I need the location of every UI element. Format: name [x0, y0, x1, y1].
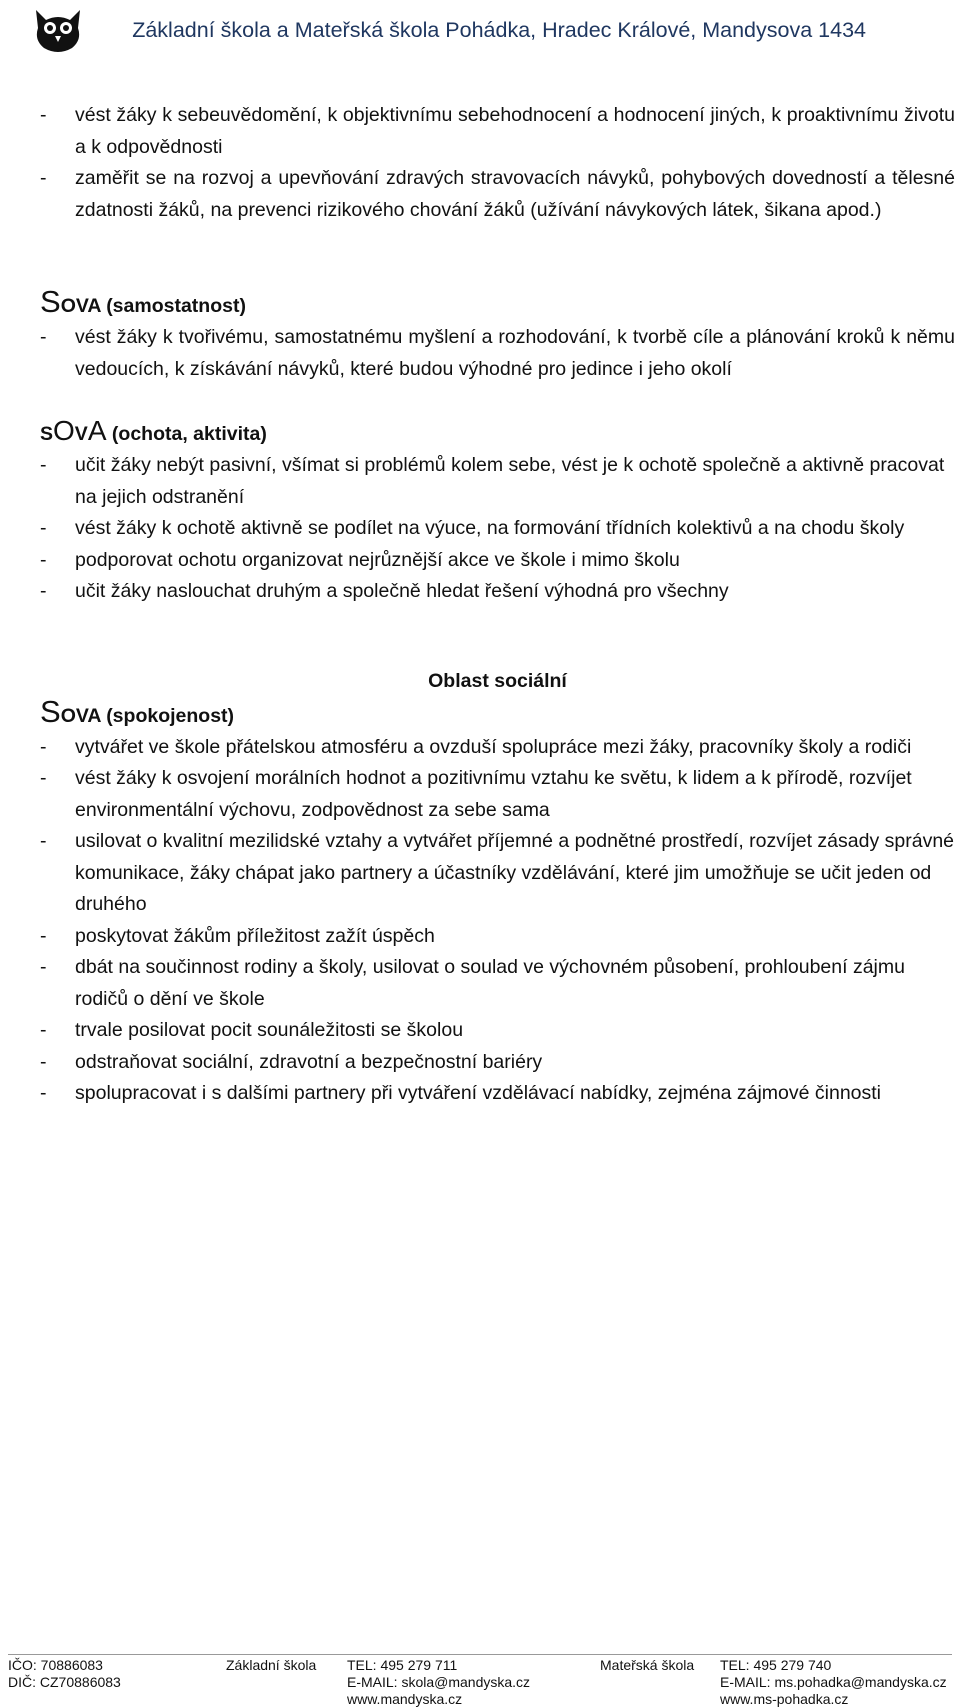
footer-ico: IČO: 70886083 [8, 1657, 103, 1673]
list-item: - podporovat ochotu organizovat nejrůznější akce ve škole i mimo školu [40, 545, 955, 577]
footer-ms-email[interactable]: E-MAIL: ms.pohadka@mandyska.cz [720, 1674, 947, 1690]
list-item: - vést žáky k tvořivému, samostatnému myšlení a rozhodování, k tvorbě cíle a plánování kroků k němu vedoucích, k získávání návyků, které budou výhodné pro jedince i jeho okolí [40, 322, 955, 385]
list-marker: - [40, 956, 47, 978]
list-marker: - [40, 924, 47, 947]
list-marker: - [40, 830, 47, 852]
list-marker: - [40, 580, 47, 602]
list-item: - učit žáky nebýt pasivní, všímat si problémů kolem sebe, vést je k ochotě společně a aktivně pracovat na jejich odstranění [40, 450, 955, 513]
list-marker: - [40, 454, 47, 476]
list-marker: - [40, 167, 47, 189]
list-item: - vést žáky k ochotě aktivně se podílet na výuce, na formování třídních kolektivů a na chodu školy [40, 513, 955, 545]
list-item: - odstraňovat sociální, zdravotní a bezpečnostní bariéry [40, 1047, 955, 1079]
list-item: - usilovat o kvalitní mezilidské vztahy a vytvářet příjemné a podnětné prostředí, rozvíjet zásady správné komunikace, žáky chápat jako partnery a účastníky vzdělávání, které jim umožňuje se učit jeden od druhého [40, 826, 955, 921]
ochota-list [40, 450, 955, 608]
spokojenost-list [40, 732, 955, 1110]
list-item: - poskytovat žákům příležitost zažít úspěch [40, 921, 955, 953]
list-item: - zaměřit se na rozvoj a upevňování zdravých stravovacích návyků, pohybových dovedností a tělesné zdatnosti žáků, na prevenci rizikového chování žáků (užívání návykových látek, šikana apod.) [40, 163, 955, 226]
list-item: - dbát na součinnost rodiny a školy, usilovat o soulad ve výchovném působení, prohloubení zájmu rodičů o dění ve škole [40, 952, 955, 1015]
list-marker: - [40, 767, 47, 789]
list-marker: - [40, 104, 47, 126]
footer-zs-label: Základní škola [226, 1657, 317, 1673]
document-body [40, 100, 955, 1110]
list-marker: - [40, 1082, 47, 1104]
footer-dic: DIČ: CZ70886083 [8, 1674, 121, 1690]
samostatnost-list [40, 322, 955, 385]
section-heading-spokojenost: SOVA (spokojenost) [40, 693, 235, 729]
footer-ms-web[interactable]: www.ms-pohadka.cz [720, 1691, 849, 1707]
footer-ms-tel: TEL: 495 279 740 [720, 1657, 832, 1673]
list-item: - vést žáky k osvojení morálních hodnot a pozitivnímu vztahu ke světu, k lidem a k přírodě, rozvíjet environmentální výchovu, zodpovědnost za sebe sama [40, 763, 955, 826]
list-marker: - [40, 1019, 47, 1041]
list-item: - učit žáky naslouchat druhým a společně hledat řešení výhodná pro všechny [40, 576, 955, 608]
section-heading-samostatnost: SOVA (samostatnost) [40, 284, 246, 319]
list-marker: - [40, 326, 47, 348]
footer-zs-web[interactable]: www.mandyska.cz [347, 1691, 463, 1707]
list-marker: - [40, 735, 47, 758]
page-footer [0, 1654, 960, 1707]
header-title: Základní škola a Mateřská škola Pohádka, Hradec Králové, Mandysova 1434 [132, 18, 866, 42]
footer-ms-label: Mateřská škola [600, 1657, 695, 1673]
footer-divider [8, 1654, 952, 1655]
owl-icon [32, 6, 84, 54]
list-item: - vést žáky k sebeuvědomění, k objektivnímu sebehodnocení a hodnocení jiných, k proaktivnímu životu a k odpovědnosti [40, 100, 955, 163]
page-header [0, 0, 960, 70]
section-heading-ochota: SOVA (ochota, aktivita) [40, 415, 267, 446]
footer-zs-tel: TEL: 495 279 711 [347, 1657, 458, 1673]
oblast-title: Oblast sociální [428, 669, 567, 692]
footer-zs-email[interactable]: E-MAIL: skola@mandyska.cz [347, 1674, 531, 1690]
list-marker: - [40, 548, 47, 571]
list-marker: - [40, 1050, 47, 1073]
list-marker: - [40, 517, 47, 539]
intro-list [40, 100, 955, 226]
list-item: - trvale posilovat pocit sounáležitosti se školou [40, 1015, 955, 1047]
list-item: - spolupracovat i s dalšími partnery při vytváření vzdělávací nabídky, zejména zájmové činnosti [40, 1078, 955, 1110]
list-item: - vytvářet ve škole přátelskou atmosféru a ovzduší spolupráce mezi žáky, pracovníky školy a rodiči [40, 732, 955, 764]
